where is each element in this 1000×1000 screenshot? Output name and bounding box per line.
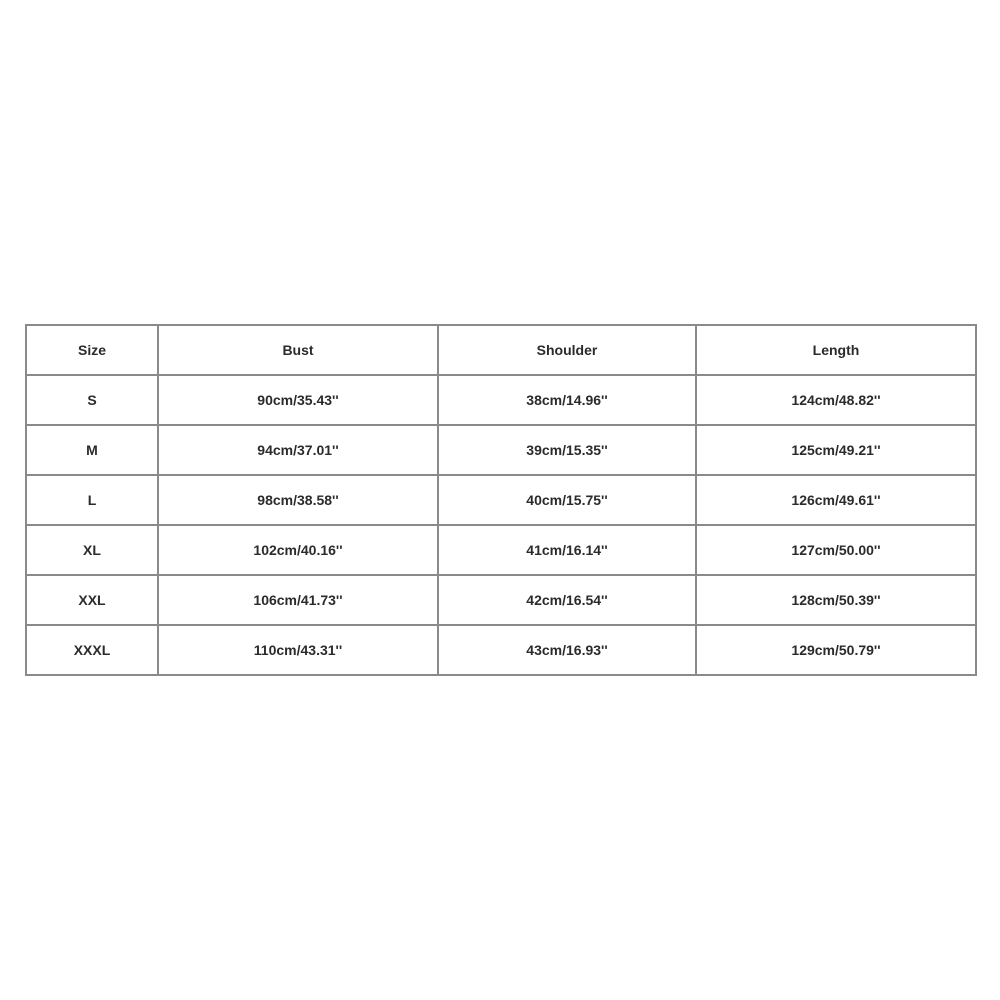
cell-length: 127cm/50.00''	[696, 525, 976, 575]
header-bust: Bust	[158, 325, 438, 375]
table-row	[26, 375, 976, 425]
cell-bust: 102cm/40.16''	[158, 525, 438, 575]
cell-size: S	[26, 375, 158, 425]
cell-size: XL	[26, 525, 158, 575]
cell-size: L	[26, 475, 158, 525]
table-row	[26, 425, 976, 475]
header-size: Size	[26, 325, 158, 375]
cell-shoulder: 40cm/15.75''	[438, 475, 696, 525]
cell-bust: 110cm/43.31''	[158, 625, 438, 675]
size-chart-table	[25, 324, 977, 676]
table-row	[26, 625, 976, 675]
table-row	[26, 525, 976, 575]
cell-bust: 98cm/38.58''	[158, 475, 438, 525]
cell-shoulder: 38cm/14.96''	[438, 375, 696, 425]
table-header-row	[26, 325, 976, 375]
cell-length: 128cm/50.39''	[696, 575, 976, 625]
table-row	[26, 575, 976, 625]
cell-shoulder: 41cm/16.14''	[438, 525, 696, 575]
header-length: Length	[696, 325, 976, 375]
cell-bust: 94cm/37.01''	[158, 425, 438, 475]
table-row	[26, 475, 976, 525]
cell-bust: 106cm/41.73''	[158, 575, 438, 625]
cell-shoulder: 39cm/15.35''	[438, 425, 696, 475]
cell-bust: 90cm/35.43''	[158, 375, 438, 425]
cell-length: 129cm/50.79''	[696, 625, 976, 675]
cell-size: XXL	[26, 575, 158, 625]
cell-shoulder: 42cm/16.54''	[438, 575, 696, 625]
cell-size: XXXL	[26, 625, 158, 675]
cell-shoulder: 43cm/16.93''	[438, 625, 696, 675]
cell-size: M	[26, 425, 158, 475]
cell-length: 126cm/49.61''	[696, 475, 976, 525]
header-shoulder: Shoulder	[438, 325, 696, 375]
cell-length: 125cm/49.21''	[696, 425, 976, 475]
cell-length: 124cm/48.82''	[696, 375, 976, 425]
